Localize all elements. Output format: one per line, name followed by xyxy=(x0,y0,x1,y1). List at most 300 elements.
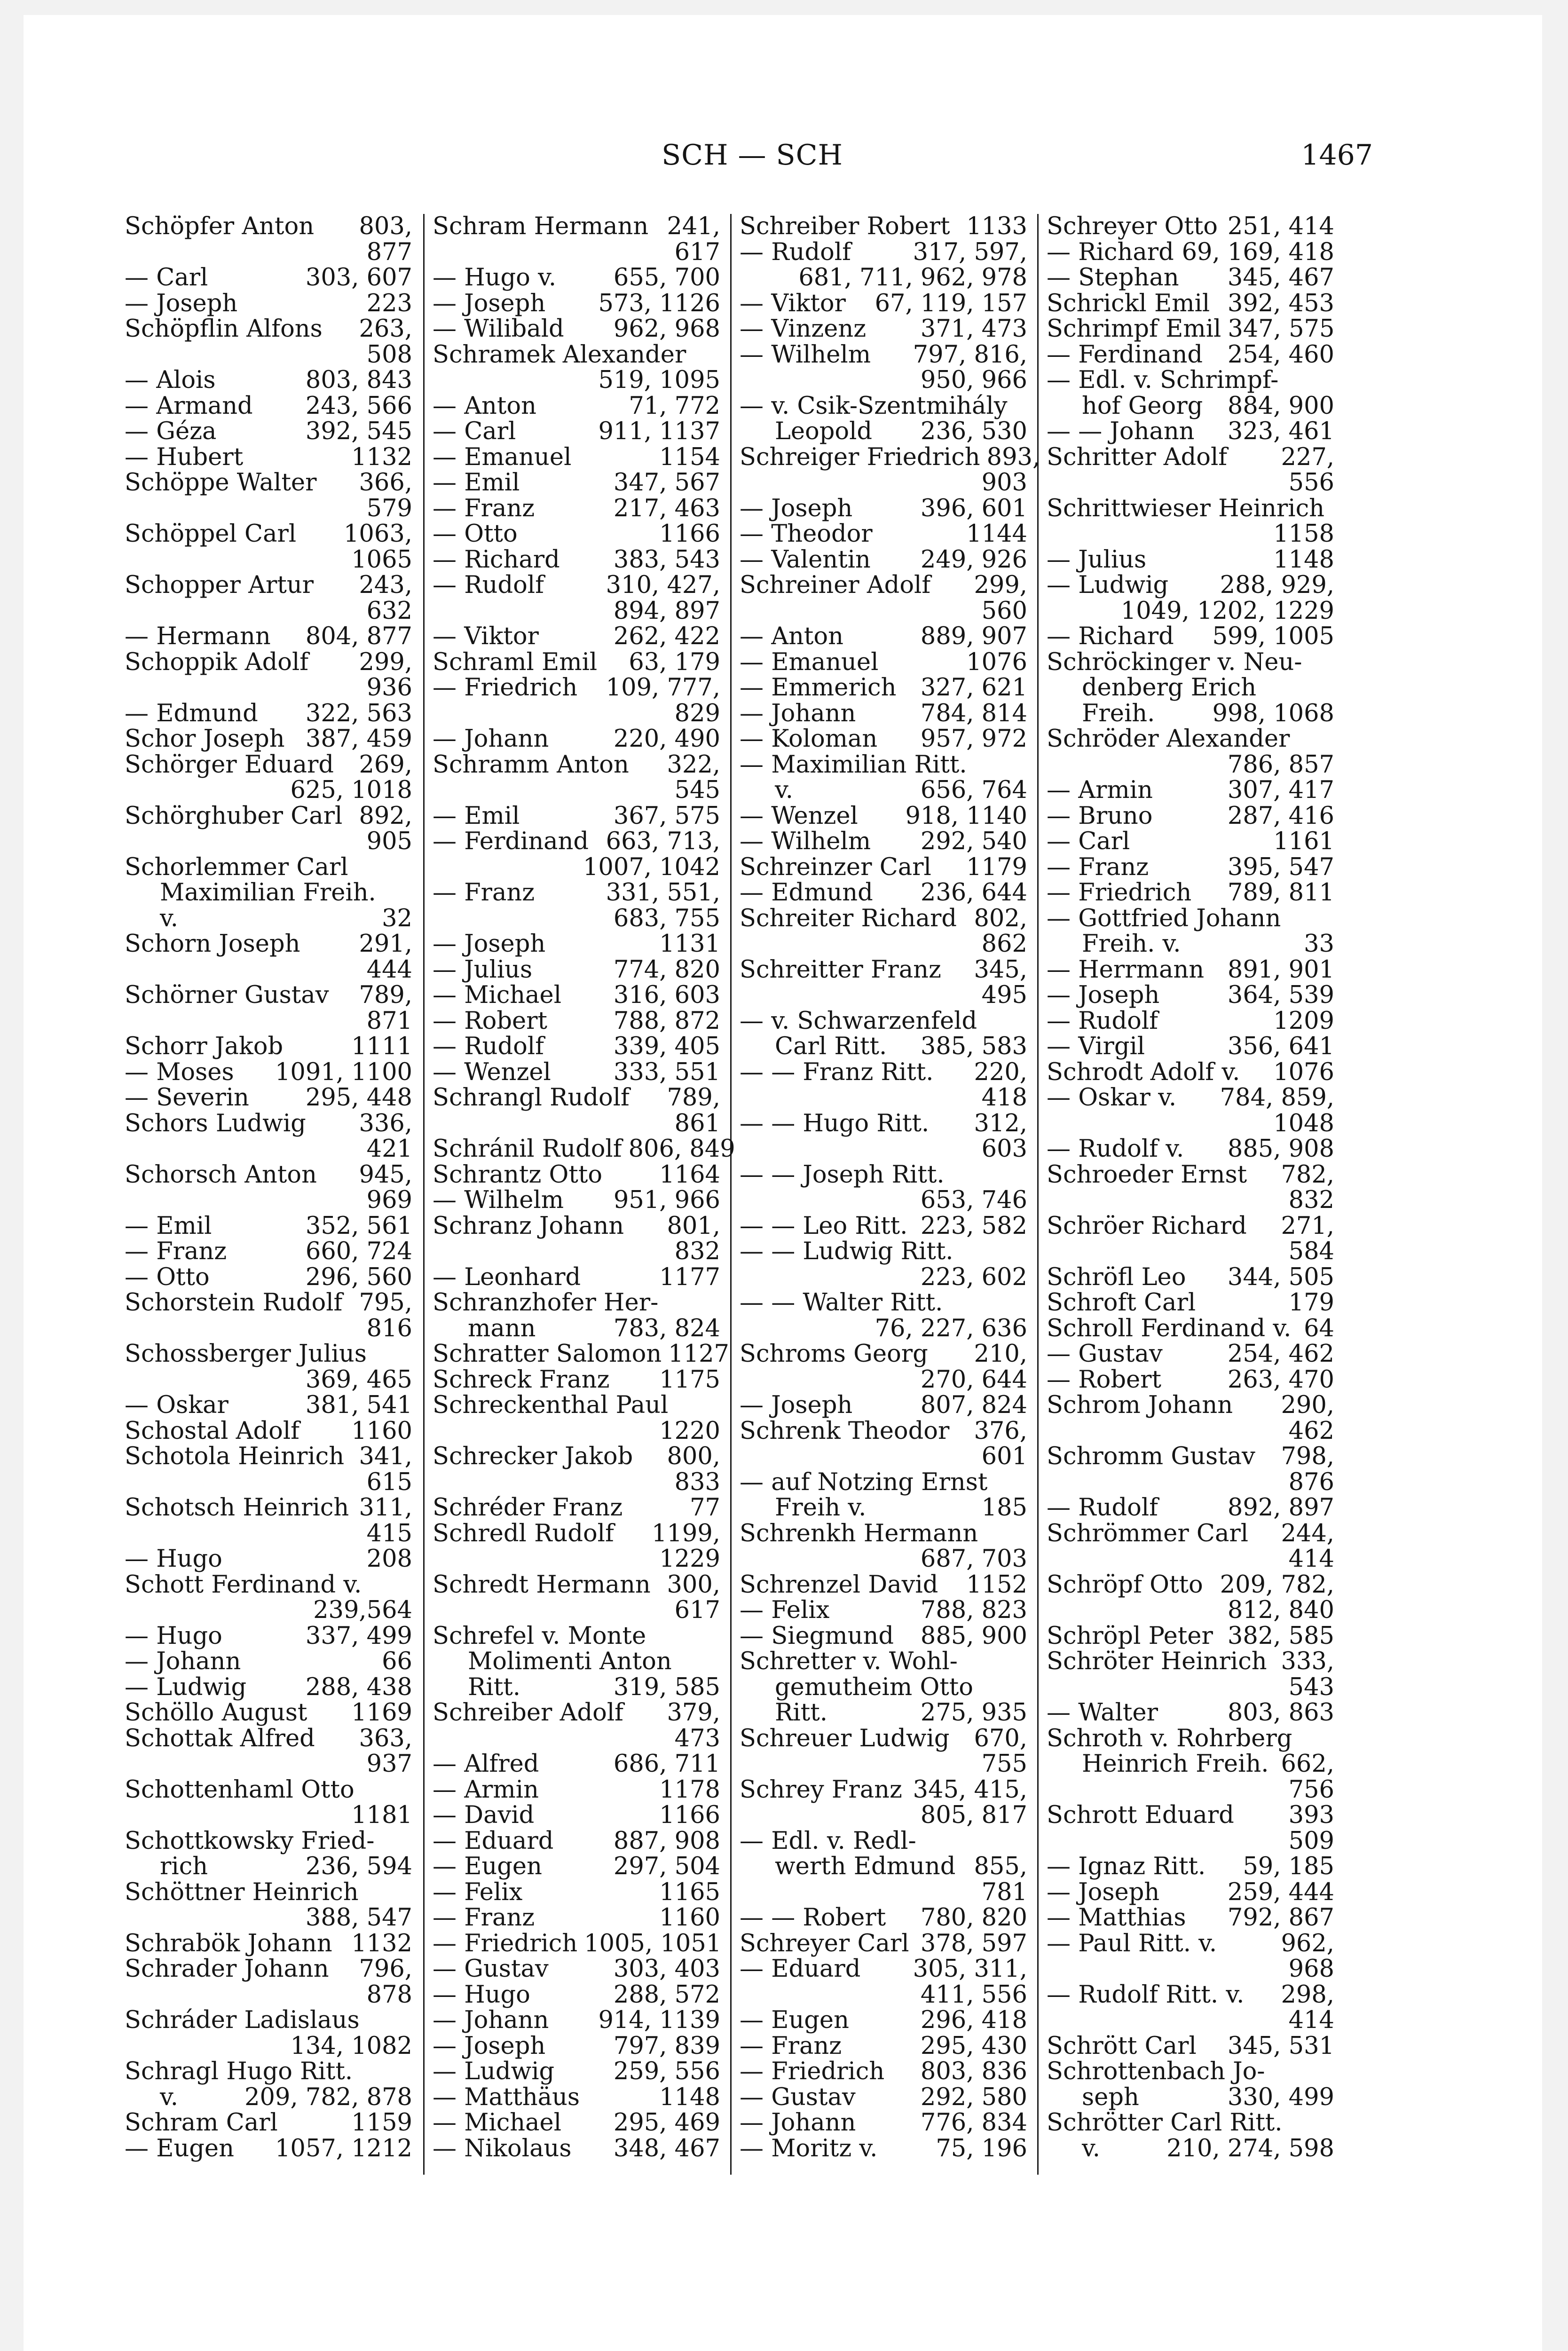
entry-name: — Koloman xyxy=(740,725,878,753)
entry-pages: 625, 1018 xyxy=(290,776,412,804)
entry-name: — Gustav xyxy=(433,1955,549,1983)
entry-pages: 789, 811 xyxy=(1227,879,1334,907)
entry-name: — Johann xyxy=(740,699,856,727)
index-entry xyxy=(125,1905,412,1931)
entry-name: — Joseph xyxy=(433,930,546,958)
entry-name: Schöpflin Alfons xyxy=(125,315,323,343)
index-entry xyxy=(740,573,1027,599)
entry-name: — Géza xyxy=(125,418,217,445)
entry-name: — Eduard xyxy=(433,1827,554,1855)
index-entry xyxy=(125,419,412,445)
entry-name: Schreitter Franz xyxy=(740,955,941,984)
entry-name: — Julius xyxy=(1047,545,1147,574)
entry-name: Schöpfer Anton xyxy=(125,213,315,240)
entry-name: — Emanuel xyxy=(433,443,572,471)
entry-pages: 617 xyxy=(674,238,720,266)
entry-pages: 209, 782, 878 xyxy=(244,2083,412,2111)
index-entry xyxy=(125,778,412,804)
entry-name: Schrecker Jakob xyxy=(433,1443,633,1470)
index-entry xyxy=(433,394,720,419)
index-entry xyxy=(125,1649,412,1675)
index-entry xyxy=(125,2136,412,2162)
entry-pages: 414 xyxy=(1288,2006,1334,2034)
entry-name: — Emil xyxy=(433,802,520,830)
entry-name: — Robert xyxy=(1047,1365,1162,1394)
entry-name: v. xyxy=(1082,2134,1100,2162)
entry-pages: 344, 505 xyxy=(1227,1263,1334,1291)
entry-name: — David xyxy=(433,1801,535,1829)
entry-pages: 894, 897 xyxy=(613,597,720,625)
index-entry xyxy=(433,1598,720,1624)
entry-name: — — Leo Ritt. xyxy=(740,1212,908,1240)
index-entry xyxy=(1047,624,1334,650)
entry-pages: 803, 836 xyxy=(920,2058,1027,2085)
entry-pages: 220, 490 xyxy=(613,725,720,753)
entry-name: — Ludwig xyxy=(1047,571,1169,599)
entry-name: Schreinzer Carl xyxy=(740,853,931,881)
entry-pages: 806, 849 xyxy=(628,1135,735,1163)
index-entry xyxy=(125,470,412,496)
entry-pages: 208 xyxy=(366,1545,412,1573)
entry-name: — — Johann xyxy=(1047,418,1195,445)
index-entry xyxy=(125,957,412,983)
index-entry xyxy=(1047,419,1334,445)
entry-name: — Joseph xyxy=(740,494,853,522)
entry-pages: 322, xyxy=(667,750,720,779)
entry-pages: 366, xyxy=(359,469,412,497)
entry-pages: 295, 448 xyxy=(305,1084,412,1112)
entry-pages: 829 xyxy=(674,699,720,727)
entry-pages: 905 xyxy=(366,828,412,855)
entry-pages: 495 xyxy=(981,981,1027,1009)
entry-name: Schröter Heinrich xyxy=(1047,1648,1267,1675)
entry-pages: 298, xyxy=(1281,1980,1334,2009)
index-entry xyxy=(740,1214,1027,1239)
index-entry xyxy=(740,1572,1027,1598)
entry-name: — Johann xyxy=(433,2006,549,2034)
index-entry xyxy=(740,1341,1027,1367)
index-entry xyxy=(740,829,1027,855)
entry-pages: 347, 567 xyxy=(613,469,720,497)
index-entry xyxy=(740,1726,1027,1752)
entry-name: Schrodt Adolf v. xyxy=(1047,1058,1240,1086)
index-entry xyxy=(1047,1239,1334,1265)
index-entry xyxy=(1047,1060,1334,1086)
entry-name: — Moses xyxy=(125,1058,234,1086)
index-entry xyxy=(125,752,412,778)
entry-name: — Ferdinand xyxy=(1047,340,1203,369)
entry-name: Ritt. xyxy=(775,1699,827,1727)
index-entry xyxy=(125,829,412,855)
index-entry xyxy=(1047,726,1334,752)
entry-name: mann xyxy=(468,1314,536,1342)
index-entry xyxy=(433,752,720,778)
entry-pages: 1158 xyxy=(1273,520,1334,548)
entry-name: Schörner Gustav xyxy=(125,981,329,1009)
index-entry xyxy=(125,1700,412,1726)
entry-pages: 816 xyxy=(366,1314,412,1342)
index-entry xyxy=(740,931,1027,957)
entry-pages: 686, 711 xyxy=(613,1750,720,1778)
entry-name: Schörghuber Carl xyxy=(125,802,343,830)
index-entry xyxy=(1047,880,1334,906)
entry-pages: 1091, 1100 xyxy=(275,1058,412,1086)
index-entry xyxy=(1047,1367,1334,1393)
index-entry xyxy=(1047,2008,1334,2034)
entry-name: — Armin xyxy=(1047,776,1153,804)
index-entry xyxy=(125,675,412,701)
entry-pages: 244, xyxy=(1281,1519,1334,1547)
entry-pages: 66 xyxy=(382,1648,412,1675)
entry-pages: 327, 621 xyxy=(920,674,1027,702)
entry-pages: 385, 583 xyxy=(920,1033,1027,1060)
index-entry xyxy=(125,547,412,573)
entry-name: Schrey Franz xyxy=(740,1775,902,1804)
entry-pages: 352, 561 xyxy=(305,1212,412,1240)
index-entry xyxy=(433,1393,720,1419)
entry-name: Schröpl Peter xyxy=(1047,1622,1213,1650)
entry-pages: 291, xyxy=(359,930,412,958)
entry-name: — — Walter Ritt. xyxy=(740,1289,943,1317)
entry-name: rich xyxy=(160,1853,208,1880)
entry-name: denberg Erich xyxy=(1082,674,1257,702)
entry-name: — Valentin xyxy=(740,545,871,574)
index-entry xyxy=(1047,1777,1334,1803)
entry-pages: 209, 782, xyxy=(1220,1570,1334,1599)
entry-pages: 1152 xyxy=(966,1570,1027,1599)
index-column-3 xyxy=(740,213,1040,2162)
entry-pages: 1127 xyxy=(668,1340,729,1368)
entry-pages: 295, 469 xyxy=(613,2109,720,2137)
entry-name: Schorn Joseph xyxy=(125,930,300,958)
index-entry xyxy=(125,1009,412,1034)
index-entry xyxy=(433,1444,720,1470)
entry-pages: 311, xyxy=(359,1494,412,1522)
entry-pages: 347, 575 xyxy=(1228,315,1335,343)
entry-name: Schranzhofer Her- xyxy=(433,1289,659,1317)
entry-pages: 903 xyxy=(981,469,1027,497)
entry-name: — Wilibald xyxy=(433,315,564,343)
index-entry xyxy=(433,419,720,445)
index-entry xyxy=(433,1700,720,1726)
entry-name: — Moritz v. xyxy=(740,2134,878,2162)
entry-name: — Franz xyxy=(1047,853,1149,881)
entry-pages: 968 xyxy=(1288,1955,1334,1983)
index-entry xyxy=(125,1521,412,1547)
entry-name: Schors Ludwig xyxy=(125,1109,306,1137)
entry-name: Schrenkh Hermann xyxy=(740,1519,978,1547)
index-entry xyxy=(740,1034,1027,1060)
entry-name: Schostal Adolf xyxy=(125,1417,300,1445)
entry-pages: 998, 1068 xyxy=(1212,699,1334,727)
index-entry xyxy=(125,1188,412,1214)
entry-name: Schröfl Leo xyxy=(1047,1263,1186,1291)
entry-pages: 1076 xyxy=(1273,1058,1334,1086)
index-entry xyxy=(433,829,720,855)
index-entry xyxy=(433,470,720,496)
index-entry xyxy=(1047,778,1334,804)
entry-name: Schorsch Anton xyxy=(125,1160,317,1189)
entry-pages: 1005, 1051 xyxy=(584,1929,722,1957)
entry-name: Schrött Carl xyxy=(1047,2032,1197,2060)
entry-name: Schrabök Johann xyxy=(125,1929,332,1957)
entry-pages: 660, 724 xyxy=(305,1238,412,1265)
entry-pages: 249, 926 xyxy=(920,545,1027,574)
entry-name: Schreyer Otto xyxy=(1047,213,1218,240)
entry-name: — Ludwig xyxy=(433,2058,555,2085)
index-entry xyxy=(433,1034,720,1060)
entry-pages: 411, 556 xyxy=(920,1980,1027,2009)
entry-name: Carl Ritt. xyxy=(775,1033,887,1060)
index-entry xyxy=(1047,1700,1334,1726)
entry-pages: 382, 585 xyxy=(1227,1622,1334,1650)
index-entry xyxy=(1047,342,1334,368)
entry-name: Schrömmer Carl xyxy=(1047,1519,1249,1547)
entry-pages: 330, 499 xyxy=(1227,2083,1334,2111)
entry-name: — Hubert xyxy=(125,443,244,471)
entry-pages: 356, 641 xyxy=(1227,1033,1334,1060)
entry-name: Schramek Alexander xyxy=(433,340,686,369)
entry-name: Schrimpf Emil xyxy=(1047,315,1221,343)
entry-pages: 683, 755 xyxy=(613,904,720,932)
index-entry xyxy=(740,1470,1027,1496)
index-entry xyxy=(740,880,1027,906)
entry-pages: 1132 xyxy=(351,443,412,471)
entry-pages: 75, 196 xyxy=(936,2134,1027,2162)
entry-pages: 414 xyxy=(1288,1545,1334,1573)
entry-pages: 789, xyxy=(359,981,412,1009)
entry-pages: 223 xyxy=(366,289,412,317)
index-entry xyxy=(125,1393,412,1419)
entry-name: Schroeder Ernst xyxy=(1047,1160,1247,1189)
entry-name: Heinrich Freih. xyxy=(1082,1750,1269,1778)
entry-name: Schragl Hugo Ritt. xyxy=(125,2058,353,2085)
entry-pages: 1144 xyxy=(966,520,1027,548)
index-entry xyxy=(740,419,1027,445)
entry-name: — Franz xyxy=(433,879,535,907)
index-entry xyxy=(433,496,720,522)
entry-pages: 337, 499 xyxy=(305,1622,412,1650)
index-entry xyxy=(433,906,720,932)
entry-pages: 962, xyxy=(1281,1929,1334,1957)
column-divider xyxy=(423,214,425,2175)
entry-pages: 227, xyxy=(1281,443,1334,471)
index-entry xyxy=(740,2110,1027,2136)
index-entry xyxy=(125,521,412,547)
index-entry xyxy=(740,752,1027,778)
index-entry xyxy=(433,1085,720,1111)
entry-name: — Armin xyxy=(433,1775,539,1804)
entry-name: — Siegmund xyxy=(740,1622,894,1650)
index-entry xyxy=(740,1931,1027,1957)
entry-pages: 1063, xyxy=(343,520,412,548)
entry-pages: 339, 405 xyxy=(613,1033,720,1060)
entry-name: Maximilian Freih. xyxy=(160,879,376,907)
column-divider xyxy=(730,214,732,2175)
entry-pages: 784, 814 xyxy=(920,699,1027,727)
index-entry xyxy=(433,1777,720,1803)
index-entry xyxy=(1047,931,1334,957)
index-entry xyxy=(125,1777,412,1803)
entry-pages: 584 xyxy=(1288,1238,1334,1265)
index-entry xyxy=(740,1777,1027,1803)
page-number: 1467 xyxy=(1301,139,1373,172)
entry-pages: 795, xyxy=(359,1289,412,1317)
index-entry xyxy=(740,1675,1027,1701)
entry-pages: 369, 465 xyxy=(305,1365,412,1394)
index-entry xyxy=(125,496,412,522)
entry-name: Schránil Rudolf xyxy=(433,1135,622,1163)
index-entry xyxy=(740,1060,1027,1086)
index-entry xyxy=(433,2085,720,2111)
entry-pages: 807, 824 xyxy=(920,1391,1027,1419)
index-entry xyxy=(1047,291,1334,317)
index-entry xyxy=(740,1162,1027,1188)
entry-name: — Carl xyxy=(1047,828,1130,855)
entry-pages: 801, xyxy=(667,1212,720,1240)
entry-pages: 299, xyxy=(359,648,412,676)
index-entry xyxy=(433,573,720,599)
entry-pages: 223, 602 xyxy=(920,1263,1027,1291)
entry-pages: 259, 556 xyxy=(613,2058,720,2085)
entry-pages: 296, 560 xyxy=(305,1263,412,1291)
index-entry xyxy=(125,1162,412,1188)
index-entry xyxy=(740,599,1027,624)
entry-name: Schröckinger v. Neu- xyxy=(1047,648,1302,676)
entry-name: — Joseph xyxy=(433,2032,546,2060)
entry-pages: 333, 551 xyxy=(613,1058,720,1086)
index-entry xyxy=(1047,675,1334,701)
entry-pages: 681, 711, 962, 978 xyxy=(798,264,1027,292)
entry-pages: 462 xyxy=(1288,1417,1334,1445)
index-entry xyxy=(125,1470,412,1496)
index-entry xyxy=(125,2110,412,2136)
index-entry xyxy=(740,1393,1027,1419)
index-entry xyxy=(125,1290,412,1316)
entry-pages: 392, 453 xyxy=(1227,289,1334,317)
entry-pages: 599, 1005 xyxy=(1212,623,1334,650)
index-entry xyxy=(433,726,720,752)
entry-pages: 303, 403 xyxy=(613,1955,720,1983)
entry-name: Schréder Franz xyxy=(433,1494,623,1522)
index-entry xyxy=(740,470,1027,496)
entry-pages: 781 xyxy=(981,1878,1027,1906)
entry-pages: 1160 xyxy=(351,1417,412,1445)
entry-pages: 789, xyxy=(667,1084,720,1112)
entry-pages: 254, 460 xyxy=(1227,340,1334,369)
index-entry xyxy=(1047,1316,1334,1342)
entry-pages: 296, 418 xyxy=(920,2006,1027,2034)
entry-name: Freih. xyxy=(1082,699,1155,727)
index-entry xyxy=(1047,1162,1334,1188)
entry-name: — Matthäus xyxy=(433,2083,580,2111)
entry-name: — Leonhard xyxy=(433,1263,581,1291)
entry-pages: 217, 463 xyxy=(613,494,720,522)
index-entry xyxy=(1047,368,1334,394)
entry-pages: 937 xyxy=(366,1750,412,1778)
entry-pages: 914, 1139 xyxy=(598,2006,720,2034)
entry-pages: 33 xyxy=(1304,930,1334,958)
entry-name: seph xyxy=(1082,2083,1139,2111)
index-entry xyxy=(433,2034,720,2059)
index-entry xyxy=(433,265,720,291)
index-entry xyxy=(1047,1419,1334,1444)
entry-name: Schreiner Adolf xyxy=(740,571,931,599)
entry-name: — Severin xyxy=(125,1084,249,1112)
index-entry xyxy=(433,1649,720,1675)
entry-name: Schredt Hermann xyxy=(433,1570,651,1599)
index-entry xyxy=(125,906,412,932)
entry-name: Schreiber Adolf xyxy=(433,1699,624,1727)
index-entry xyxy=(740,1188,1027,1214)
entry-pages: 259, 444 xyxy=(1227,1878,1334,1906)
entry-name: Schreckenthal Paul xyxy=(433,1391,669,1419)
index-entry xyxy=(125,1419,412,1444)
entry-name: — — Robert xyxy=(740,1904,886,1932)
index-entry xyxy=(125,1624,412,1649)
entry-pages: 1177 xyxy=(659,1263,720,1291)
index-entry xyxy=(433,880,720,906)
index-entry xyxy=(740,2085,1027,2111)
index-entry xyxy=(433,1880,720,1906)
entry-pages: 1209 xyxy=(1273,1007,1334,1035)
entry-name: Schretter v. Wohl- xyxy=(740,1648,958,1675)
entry-pages: 1111 xyxy=(351,1033,412,1060)
entry-name: Molimenti Anton xyxy=(468,1648,672,1675)
entry-pages: 780, 820 xyxy=(920,1904,1027,1932)
entry-name: Schratter Salomon xyxy=(433,1340,662,1368)
index-entry xyxy=(740,1624,1027,1649)
entry-pages: 871 xyxy=(366,1007,412,1035)
entry-pages: 395, 547 xyxy=(1227,853,1334,881)
entry-name: — Rudolf Ritt. v. xyxy=(1047,1980,1245,2009)
index-entry xyxy=(125,1316,412,1342)
index-entry xyxy=(740,1419,1027,1444)
entry-pages: 918, 1140 xyxy=(905,802,1027,830)
index-entry xyxy=(740,1546,1027,1572)
index-entry xyxy=(1047,1470,1334,1496)
entry-pages: 210, 274, 598 xyxy=(1166,2134,1334,2162)
index-entry xyxy=(125,880,412,906)
entry-pages: 804, 877 xyxy=(305,623,412,650)
index-entry xyxy=(1047,1829,1334,1854)
index-entry xyxy=(433,445,720,471)
index-entry xyxy=(433,547,720,573)
entry-name: Freih. v. xyxy=(1082,930,1181,958)
index-entry xyxy=(1047,2059,1334,2085)
index-entry xyxy=(740,1136,1027,1162)
entry-name: Schritter Adolf xyxy=(1047,443,1228,471)
index-entry xyxy=(125,1444,412,1470)
entry-pages: 269, xyxy=(359,750,412,779)
index-entry xyxy=(125,599,412,624)
entry-name: — Joseph xyxy=(1047,981,1160,1009)
index-entry xyxy=(740,291,1027,317)
entry-pages: 543 xyxy=(1288,1673,1334,1701)
entry-name: Schorstein Rudolf xyxy=(125,1289,343,1317)
entry-pages: 545 xyxy=(674,776,720,804)
entry-pages: 275, 935 xyxy=(920,1699,1027,1727)
entry-name: v. xyxy=(775,776,793,804)
index-entry xyxy=(1047,1957,1334,1982)
entry-name: — Johann xyxy=(433,725,549,753)
index-entry xyxy=(1047,1572,1334,1598)
index-entry xyxy=(125,291,412,317)
entry-pages: 236, 594 xyxy=(305,1853,412,1880)
entry-name: Schromm Gustav xyxy=(1047,1443,1255,1470)
entry-pages: 316, 603 xyxy=(613,981,720,1009)
entry-name: — Friedrich xyxy=(433,674,578,702)
